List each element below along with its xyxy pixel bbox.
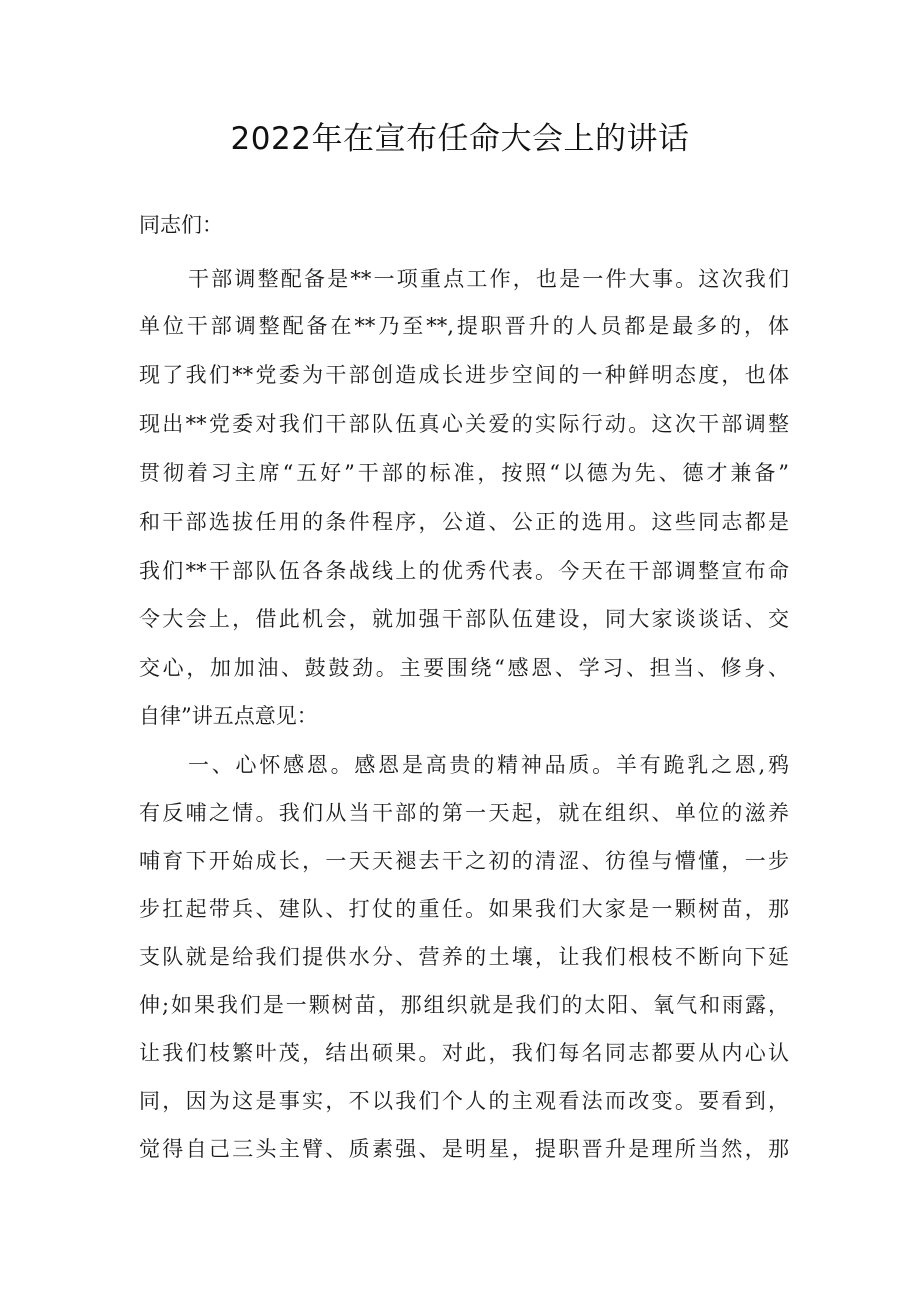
- paragraph-line: 现了我们**党委为干部创造成长进步空间的一种鲜明态度，也体: [139, 363, 789, 387]
- paragraph-line: 步扛起带兵、建队、打仗的重任。如果我们大家是一颗树苗，那: [139, 897, 789, 921]
- salutation: 同志们：: [139, 213, 223, 237]
- paragraph-line: 有反哺之情。我们从当干部的第一天起，就在组织、单位的滋养: [139, 801, 789, 825]
- paragraph-line: 支队就是给我们提供水分、营养的土壤，让我们根枝不断向下延: [139, 945, 789, 969]
- paragraph-line: 让我们枝繁叶茂，结出硕果。对此，我们每名同志都要从内心认: [139, 1041, 789, 1065]
- document-title: 2022年在宣布任命大会上的讲话: [230, 121, 690, 157]
- paragraph-line: 同，因为这是事实，不以我们个人的主观看法而改变。要看到，: [139, 1089, 789, 1113]
- paragraph-line: 干部调整配备是**一项重点工作，也是一件大事。这次我们: [188, 267, 789, 291]
- paragraph-line: 我们**干部队伍各条战线上的优秀代表。今天在干部调整宣布命: [139, 559, 789, 583]
- paragraph-line: 自律”讲五点意见：: [139, 704, 318, 728]
- paragraph-line: 贯彻着习主席“五好”干部的标准，按照“以德为先、德才兼备”: [139, 461, 789, 485]
- paragraph-line: 哺育下开始成长，一天天褪去干之初的清涩、彷徨与懵懂，一步: [139, 849, 789, 873]
- paragraph-line: 令大会上，借此机会，就加强干部队伍建设，同大家谈谈话、交: [139, 607, 789, 631]
- paragraph-line: 交心，加加油、鼓鼓劲。主要围绕“感恩、学习、担当、修身、: [139, 656, 789, 680]
- paragraph-line: 伸;如果我们是一颗树苗，那组织就是我们的太阳、氧气和雨露，: [139, 993, 789, 1017]
- paragraph-line: 现出**党委对我们干部队伍真心关爱的实际行动。这次干部调整: [139, 412, 789, 436]
- paragraph-line: 觉得自己三头主臂、质素强、是明星，提职晋升是理所当然，那: [139, 1137, 789, 1161]
- paragraph-line: 和干部选拔任用的条件程序，公道、公正的选用。这些同志都是: [139, 510, 789, 534]
- paragraph-line: 单位干部调整配备在**乃至**,提职晋升的人员都是最多的，体: [139, 314, 789, 338]
- paragraph-line: 一、心怀感恩。感恩是高贵的精神品质。羊有跪乳之恩,鸦: [188, 753, 789, 777]
